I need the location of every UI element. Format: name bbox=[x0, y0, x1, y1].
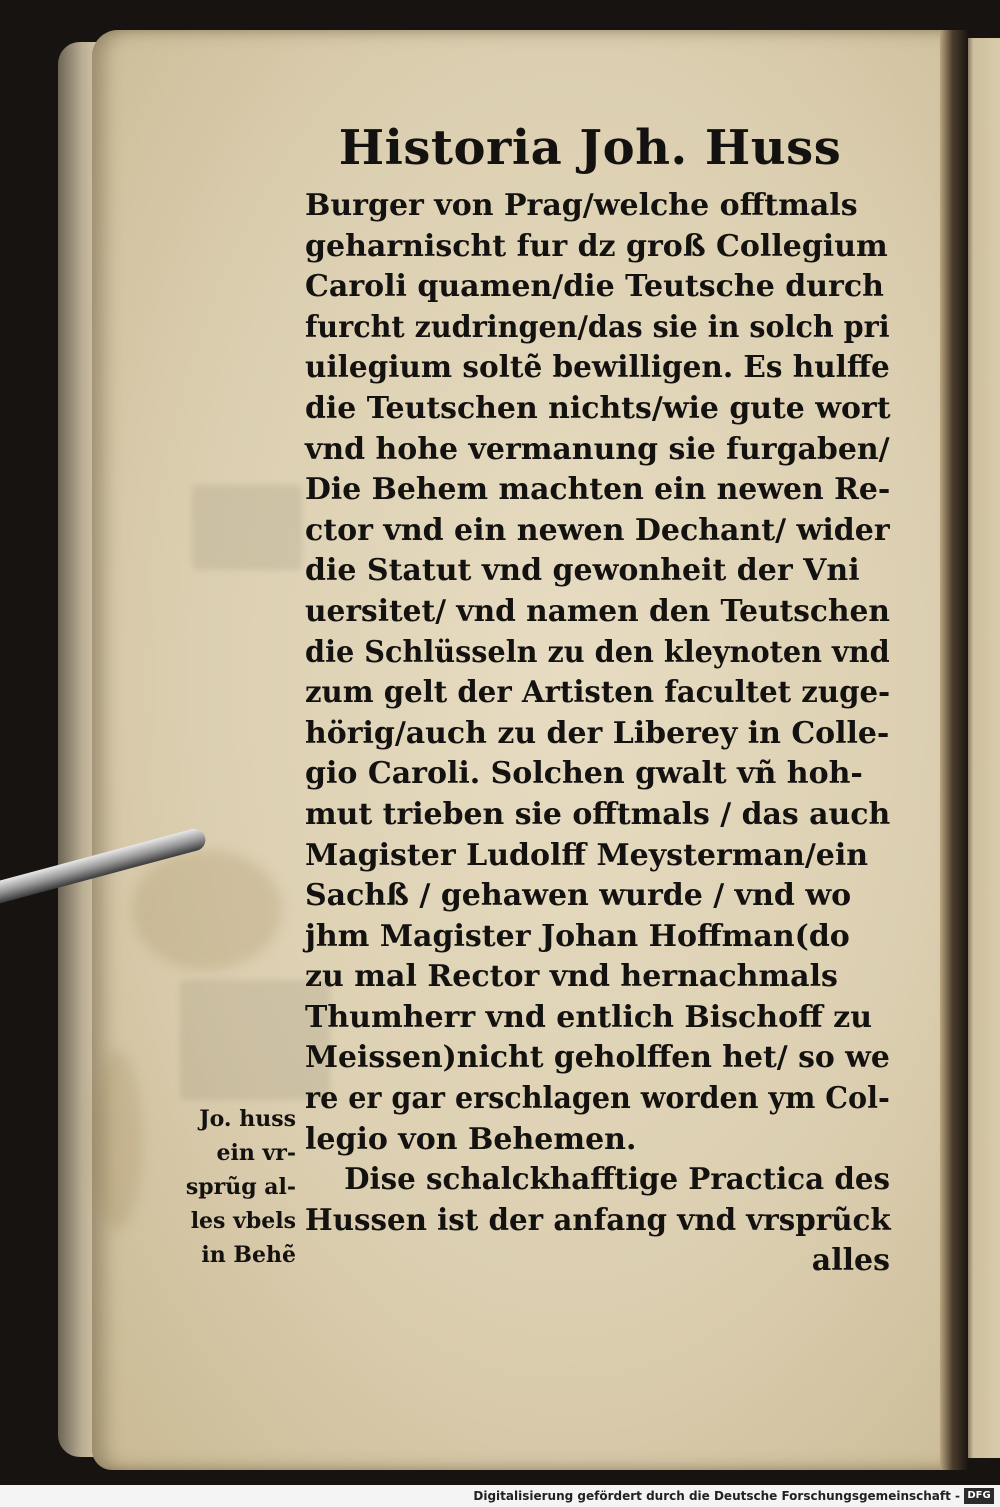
text-line: uilegium soltẽ bewilligen. Es hulffe bbox=[305, 350, 890, 386]
running-head: Historia Joh. Huss bbox=[338, 120, 842, 176]
footer-credit: Digitalisierung gefördert durch die Deutsche Forschungsgemeinschaft - bbox=[473, 1489, 960, 1503]
text-line: die Schlüsseln zu den kleynoten vnd bbox=[305, 634, 890, 670]
text-line: die Statut vnd gewonheit der Vni bbox=[305, 553, 860, 589]
text-line: Dise schalckhafftige Practica des bbox=[344, 1162, 890, 1198]
text-line: mut trieben sie offtmals / das auch bbox=[305, 796, 891, 832]
digitization-footer bbox=[0, 1485, 1000, 1507]
text-line: jhm Magister Johan Hoffman(do bbox=[305, 918, 850, 954]
marginal-line: in Behẽ bbox=[201, 1242, 296, 1268]
text-line: furcht zudringen/das sie in solch pri bbox=[305, 309, 890, 345]
marginal-line: ein vr- bbox=[216, 1140, 296, 1166]
text-line: Hussen ist der anfang vnd vrsprũck bbox=[305, 1202, 891, 1238]
text-line: ctor vnd ein newen Dechant/ wider bbox=[305, 512, 890, 548]
text-line: Magister Ludolff Meysterman/ein bbox=[305, 837, 869, 873]
page-stain bbox=[132, 850, 282, 970]
catchword: alles bbox=[811, 1243, 890, 1279]
text-line: zum gelt der Artisten facultet zuge- bbox=[305, 675, 891, 711]
marginal-note bbox=[164, 1102, 296, 1272]
body-text bbox=[305, 186, 890, 1282]
text-line: Caroli quamen/die Teutsche durch bbox=[305, 269, 884, 305]
text-line: legio von Behemen. bbox=[305, 1121, 637, 1157]
book-gutter bbox=[940, 30, 968, 1470]
page-stain bbox=[92, 1050, 142, 1230]
text-line: Die Behem machten ein newen Re- bbox=[305, 472, 891, 508]
text-line: vnd hohe vermanung sie furgaben/ bbox=[305, 431, 890, 467]
text-line: gio Caroli. Solchen gwalt vñ hoh- bbox=[305, 756, 863, 792]
text-line: Thumherr vnd entlich Bischoff zu bbox=[305, 999, 873, 1035]
marginal-line: les vbels bbox=[190, 1208, 296, 1234]
text-line: Burger von Prag/welche offtmals bbox=[305, 188, 858, 223]
text-line: die Teutschen nichts/wie gute wort bbox=[305, 390, 891, 426]
text-line: Sachß / gehawen wurde / vnd wo bbox=[305, 878, 852, 914]
marginal-line: Jo. huss bbox=[199, 1106, 296, 1132]
text-line: uersitet/ vnd namen den Teutschen bbox=[305, 593, 890, 629]
text-line: hörig/auch zu der Liberey in Colle- bbox=[305, 715, 890, 751]
text-line: re er gar erschlagen worden ym Col- bbox=[305, 1081, 890, 1117]
show-through-marks bbox=[192, 485, 302, 570]
dfg-logo: DFG bbox=[964, 1488, 994, 1504]
marginal-line: sprũg al- bbox=[185, 1174, 296, 1200]
text-line: zu mal Rector vnd hernachmals bbox=[305, 959, 838, 995]
text-line: geharnischt fur dz groß Collegium bbox=[305, 228, 888, 264]
text-line: Meissen)nicht geholffen het/ so we bbox=[305, 1040, 890, 1076]
